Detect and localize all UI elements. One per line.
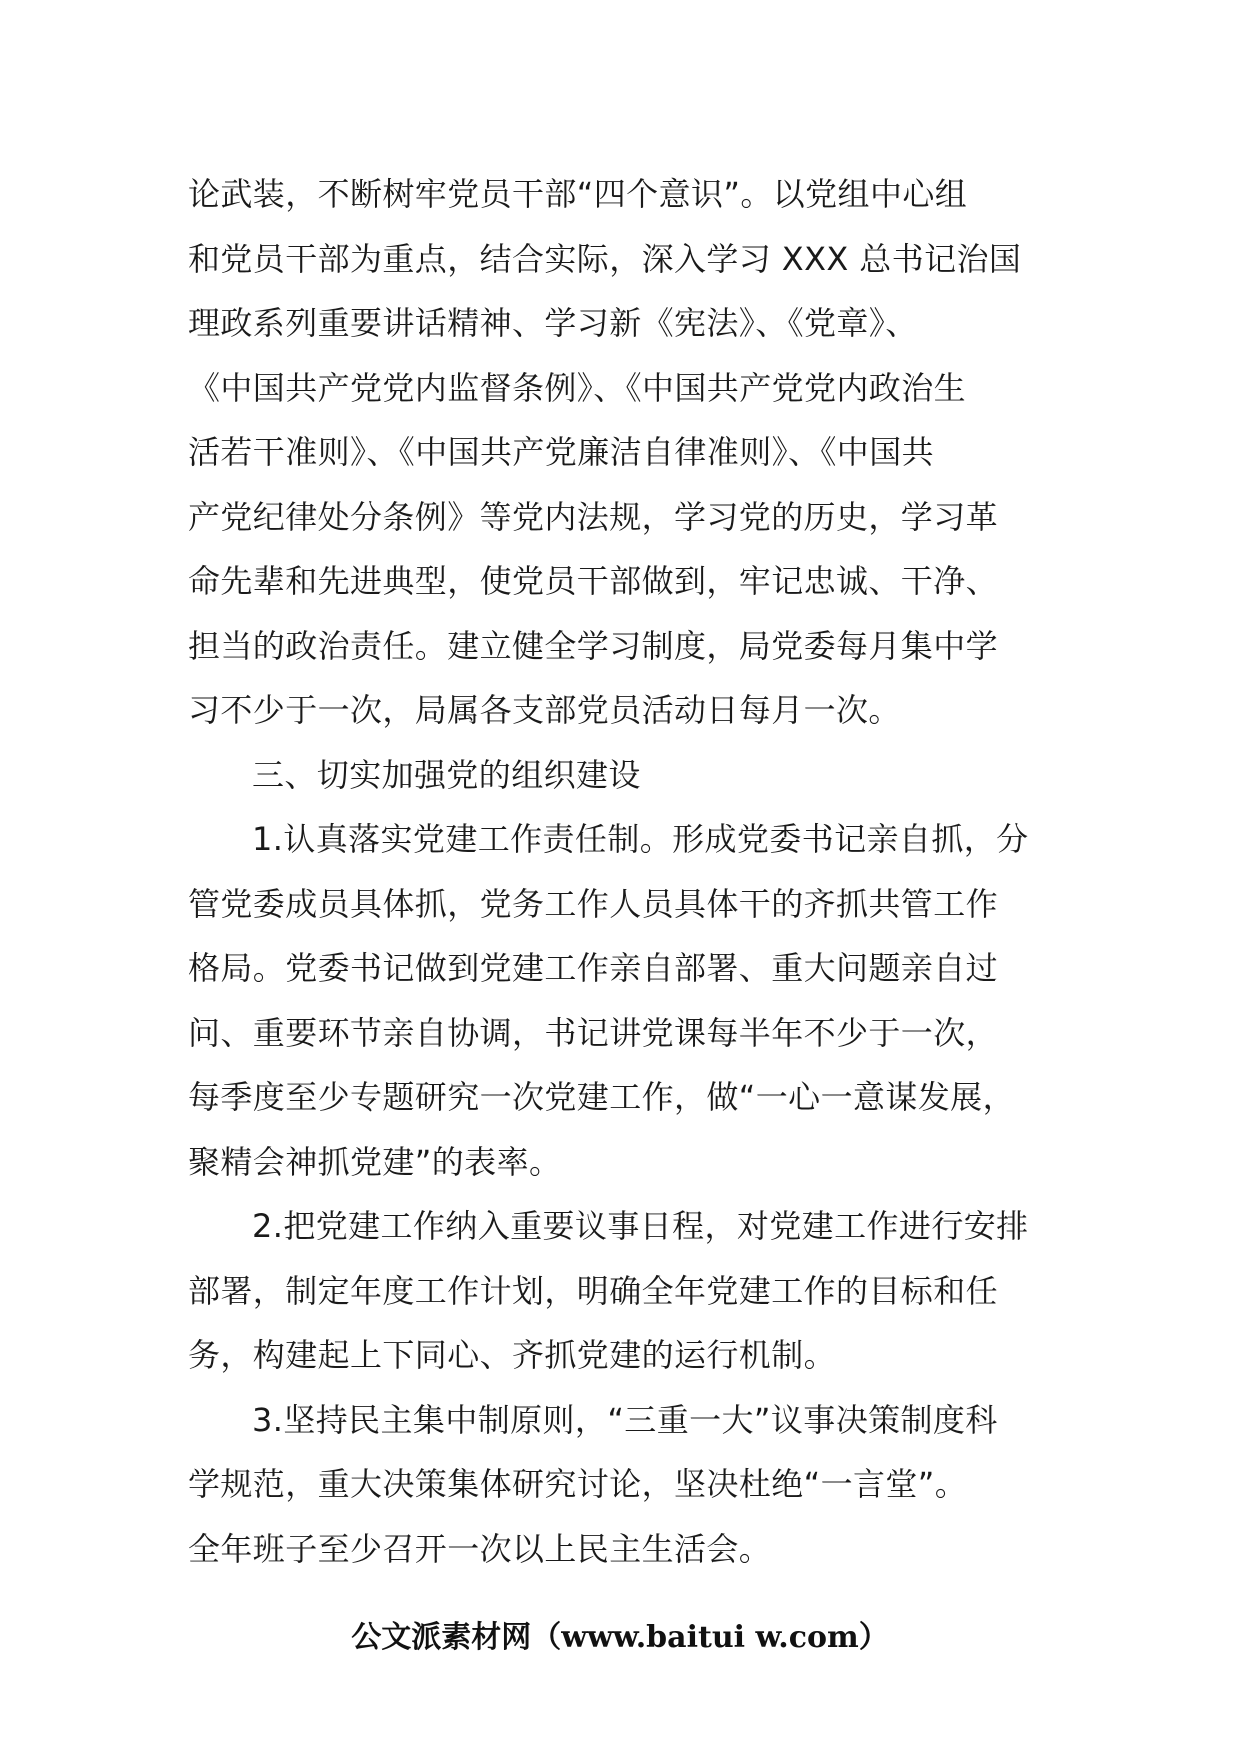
text-line: 2.把党建工作纳入重要议事日程，对党建工作进行安排	[252, 1207, 1029, 1245]
section-heading	[188, 743, 1064, 808]
text-line: 论武装，不断树牢党员干部“四个意识”。以党组中心组	[188, 175, 968, 213]
text-line: 习不少于一次，局属各支部党员活动日每月一次。	[188, 691, 901, 729]
text-line: 1.认真落实党建工作责任制。形成党委书记亲自抓，分	[252, 820, 1029, 858]
text-line: 3.坚持民主集中制原则，“三重一大”议事决策制度科	[252, 1400, 998, 1439]
text-line: 部署，制定年度工作计划，明确全年党建工作的目标和任	[188, 1271, 999, 1310]
text-line: 格局。党委书记做到党建工作亲自部署、重大问题亲自过	[188, 949, 999, 987]
paragraph-item-1	[188, 807, 1064, 1194]
paragraph-item-2	[188, 1194, 1064, 1388]
text-line: 问、重要环节亲自协调，书记讲党课每半年不少于一次，	[188, 1013, 999, 1052]
text-line: 学规范，重大决策集体研究讨论，坚决杜绝“一言堂”。	[188, 1465, 968, 1503]
footer-watermark: 公文派素材网（www.baitui w.com）	[351, 1620, 889, 1655]
text-line: 三、切实加强党的组织建设	[252, 755, 641, 794]
text-line: 《中国共产党党内监督条例》、《中国共产党党内政治生	[188, 368, 967, 407]
paragraph-continuation	[188, 162, 1064, 743]
document-body	[188, 162, 1064, 1581]
paragraph-item-3	[188, 1388, 1064, 1582]
text-line: 理政系列重要讲话精神、学习新《宪法》、《党章》、	[188, 304, 918, 342]
text-line: 管党委成员具体抓，党务工作人员具体干的齐抓共管工作	[188, 884, 999, 923]
text-line: 和党员干部为重点，结合实际，深入学习 XXX 总书记治国	[188, 239, 1022, 278]
text-line: 产党纪律处分条例》等党内法规，学习党的历史，学习革	[188, 497, 999, 536]
text-line: 务，构建起上下同心、齐抓党建的运行机制。	[188, 1336, 837, 1374]
text-line: 活若干准则》、《中国共产党廉洁自律准则》、《中国共	[188, 433, 935, 471]
text-line: 每季度至少专题研究一次党建工作，做“一心一意谋发展，	[188, 1078, 1015, 1116]
text-line: 全年班子至少召开一次以上民主生活会。	[188, 1529, 772, 1568]
text-line: 担当的政治责任。建立健全学习制度，局党委每月集中学	[188, 626, 999, 665]
text-line: 聚精会神抓党建”的表率。	[188, 1142, 562, 1181]
text-line: 命先辈和先进典型，使党员干部做到，牢记忠诚、干净、	[188, 562, 999, 600]
